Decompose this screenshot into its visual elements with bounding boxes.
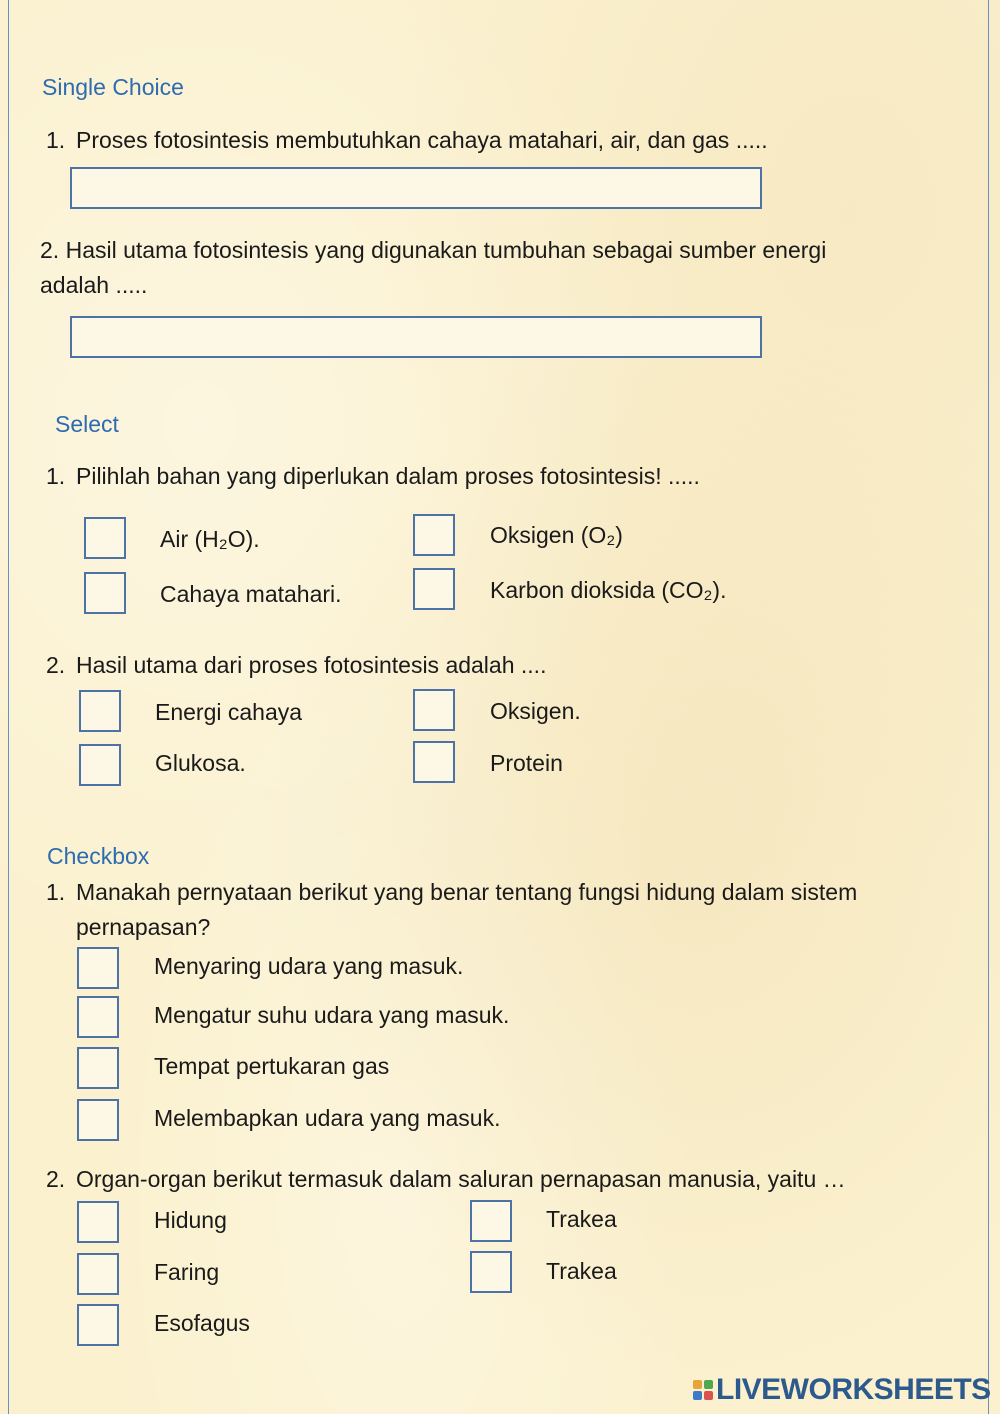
section-heading-checkbox: Checkbox	[47, 843, 150, 869]
question-text: Organ-organ berikut termasuk dalam saluran pernapasan manusia, yaitu …	[76, 1166, 846, 1192]
page-border-right	[988, 0, 989, 1414]
option-label: Karbon dioksida (CO₂).	[490, 577, 727, 603]
option-label: Trakea	[546, 1206, 617, 1232]
option-checkbox[interactable]	[77, 1047, 119, 1089]
liveworksheets-logo	[693, 1373, 991, 1407]
option-label: Trakea	[546, 1258, 617, 1284]
question-text: Pilihlah bahan yang diperlukan dalam proses fotosintesis! .....	[76, 463, 700, 489]
option-label: Faring	[154, 1259, 220, 1285]
question-text: Hasil utama dari proses fotosintesis adalah ....	[76, 652, 547, 678]
answer-input-single-1[interactable]	[70, 167, 762, 209]
option-label: Hidung	[154, 1207, 227, 1233]
option-label: Mengatur suhu udara yang masuk.	[154, 1002, 510, 1028]
question-select-1	[46, 459, 700, 494]
question-number: 1.	[46, 127, 66, 153]
option-checkbox[interactable]	[79, 690, 121, 732]
option-checkbox[interactable]	[84, 517, 126, 559]
option-checkbox[interactable]	[77, 1304, 119, 1346]
question-number: 2.	[40, 237, 60, 263]
option-label: Melembapkan udara yang masuk.	[154, 1105, 501, 1131]
option-label: Glukosa.	[155, 750, 246, 776]
option-checkbox[interactable]	[413, 568, 455, 610]
option-checkbox[interactable]	[470, 1251, 512, 1293]
option-checkbox[interactable]	[470, 1200, 512, 1242]
option-checkbox[interactable]	[77, 996, 119, 1038]
question-checkbox-2	[46, 1162, 846, 1197]
question-number: 1.	[46, 879, 66, 905]
option-label: Tempat pertukaran gas	[154, 1053, 390, 1079]
question-select-2	[46, 648, 546, 683]
liveworksheets-logo-icon	[693, 1380, 713, 1400]
question-number: 2.	[46, 1166, 66, 1192]
option-checkbox[interactable]	[77, 947, 119, 989]
question-text-line1: Manakah pernyataan berikut yang benar tentang fungsi hidung dalam sistem	[76, 879, 858, 905]
option-checkbox[interactable]	[77, 1253, 119, 1295]
option-label: Protein	[490, 750, 563, 776]
option-label: Menyaring udara yang masuk.	[154, 953, 464, 979]
page-border-left	[8, 0, 9, 1414]
option-label: Air (H₂O).	[160, 526, 260, 552]
option-checkbox[interactable]	[77, 1201, 119, 1243]
question-text-line1: Hasil utama fotosintesis yang digunakan tumbuhan sebagai sumber energi	[65, 237, 827, 263]
question-number: 2.	[46, 652, 66, 678]
option-checkbox[interactable]	[84, 572, 126, 614]
option-checkbox[interactable]	[413, 514, 455, 556]
liveworksheets-logo-text: LIVEWORKSHEETS	[716, 1373, 991, 1406]
option-label: Cahaya matahari.	[160, 581, 342, 607]
option-checkbox[interactable]	[77, 1099, 119, 1141]
question-checkbox-1	[46, 875, 857, 910]
option-label: Energi cahaya	[155, 699, 303, 725]
option-label: Esofagus	[154, 1310, 250, 1336]
option-checkbox[interactable]	[413, 741, 455, 783]
section-heading-single-choice: Single Choice	[42, 74, 184, 100]
option-label: Oksigen (O₂)	[490, 522, 623, 548]
option-checkbox[interactable]	[79, 744, 121, 786]
option-checkbox[interactable]	[413, 689, 455, 731]
question-text-line2: adalah .....	[40, 272, 148, 298]
question-single-2	[40, 233, 826, 268]
section-heading-select: Select	[55, 411, 119, 437]
question-single-1	[46, 123, 768, 158]
question-text-line2: pernapasan?	[76, 914, 211, 940]
question-number: 1.	[46, 463, 66, 489]
answer-input-single-2[interactable]	[70, 316, 762, 358]
question-text: Proses fotosintesis membutuhkan cahaya matahari, air, dan gas .....	[76, 127, 768, 153]
option-label: Oksigen.	[490, 698, 581, 724]
